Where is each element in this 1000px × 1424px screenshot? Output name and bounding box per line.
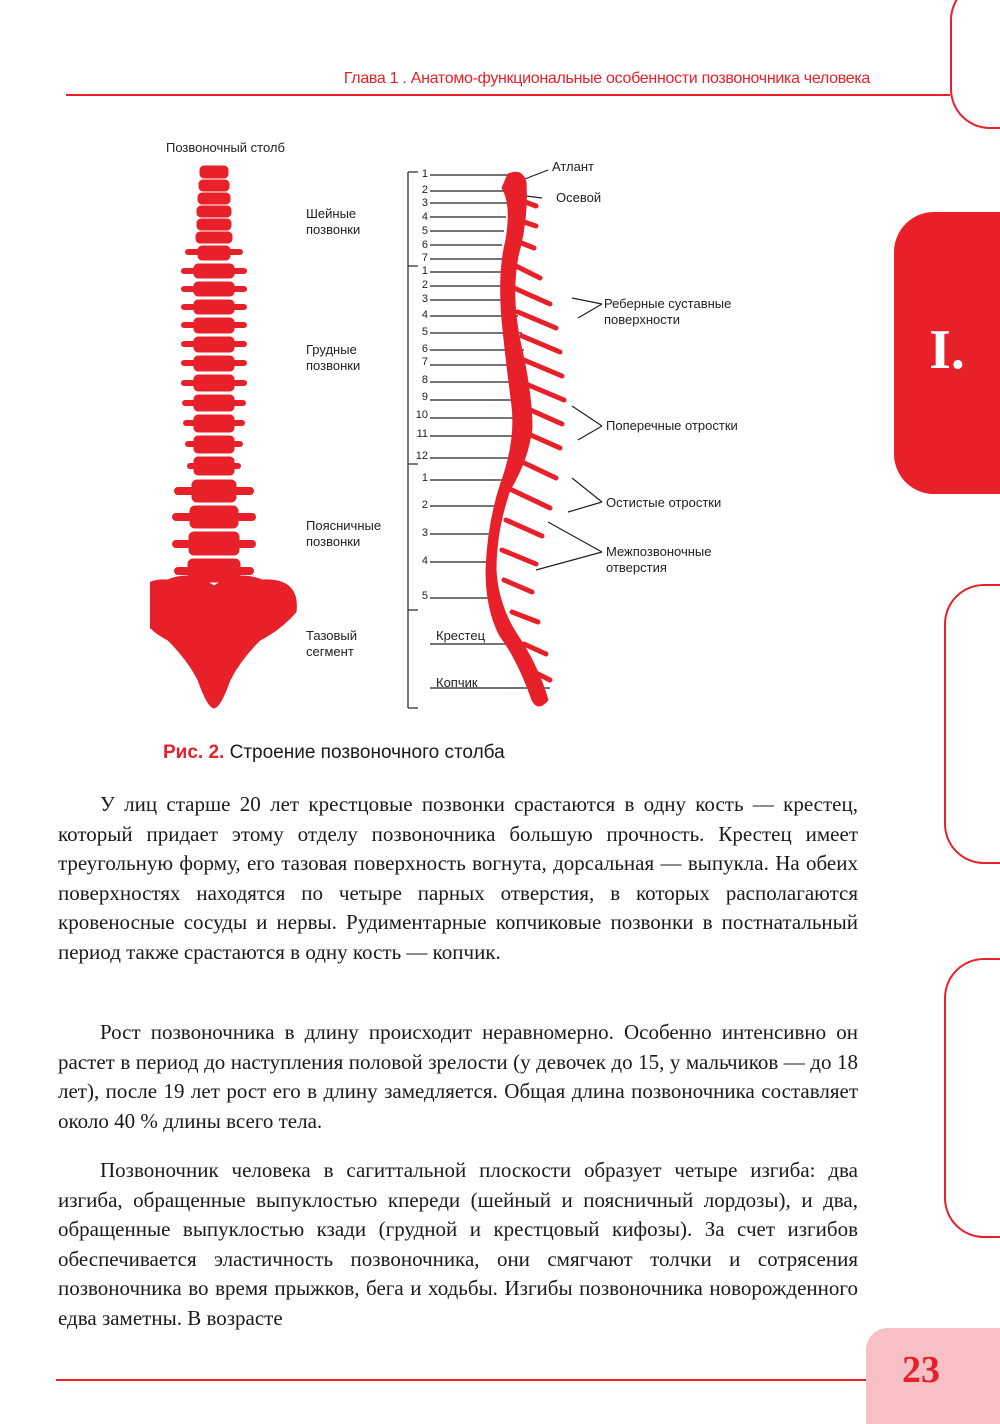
annotation-transverse: Поперечные отростки bbox=[606, 418, 738, 433]
sacrum-label: Крестец bbox=[436, 628, 486, 643]
region-label-lumbar: Поясничные позвонки bbox=[306, 518, 382, 549]
figure-left-title: Позвоночный столб bbox=[166, 140, 285, 155]
thoracic-number: 2 bbox=[421, 279, 428, 291]
thoracic-number: 1 bbox=[421, 265, 428, 277]
paragraph-2: Рост позвоночника в длину происходит неравномерно. Особенно интенсивно он растет в период до наступления половой зрелости (у девочек до 15, у мальчиков — до 18 лет), после 19 лет рост его в длину замедляется. Общая длина позвоночника составляет около 40 % длины всего тела. bbox=[58, 1020, 858, 1133]
region-label-pelvic: Тазовый сегмент bbox=[306, 628, 357, 659]
thoracic-number: 4 bbox=[421, 309, 428, 321]
chapter-tab-outline-2 bbox=[944, 584, 1000, 864]
cervical-number: 5 bbox=[421, 225, 428, 237]
header-rule bbox=[66, 94, 950, 96]
thoracic-number: 8 bbox=[421, 374, 428, 386]
thoracic-number: 6 bbox=[421, 343, 428, 355]
caption-text: Строение позвоночного столба bbox=[229, 742, 505, 763]
cervical-number: 6 bbox=[421, 239, 428, 251]
thoracic-number: 12 bbox=[415, 450, 428, 462]
chapter-header: Глава 1 . Анатомо-функциональные особенности позвоночника человека bbox=[343, 70, 870, 87]
paragraph-3: Позвоночник человека в сагиттальной плоскости образует четыре изгиба: два изгиба, обращенные выпуклостью кпереди (шейный и поясничный лордозы), и два, обращенные выпуклостью кзади (грудной и крестцовый кифозы). За счет изгибов обеспечивается эластичность позвоночника, они смягчают толчки и сотрясения позвоночника во время прыжков, бега и ходьбы. Изгибы позвоночника новорожденного едва заметны. В возрасте bbox=[58, 1158, 858, 1330]
cervical-number: 3 bbox=[421, 197, 428, 209]
paragraph-1: У лиц старше 20 лет крестцовые позвонки срастаются в одну кость — крестец, который придает этому отделу позвоночника большую прочность. Крестец имеет треугольную форму, его тазовая поверхность вогнута, дорсальная — выпукла. На обеих поверхностях находятся по четыре парных отверстия, в которых располагаются кровеносные сосуды и нервы. Рудиментарные копчиковые позвонки в постнатальный период также срастаются в одну кость — копчик. bbox=[58, 792, 858, 964]
cervical-number: 4 bbox=[421, 211, 428, 223]
cervical-number: 2 bbox=[421, 184, 428, 196]
chapter-tab-label: I. bbox=[929, 319, 965, 381]
annotation-rib-facets: Реберные суставные поверхности bbox=[604, 296, 732, 327]
annotation-axis: Осевой bbox=[556, 190, 602, 205]
thoracic-number: 3 bbox=[421, 293, 428, 305]
annotation-atlas: Атлант bbox=[552, 159, 595, 174]
coccyx-label: Копчик bbox=[436, 675, 478, 690]
cervical-number: 1 bbox=[421, 168, 428, 180]
lumbar-number: 1 bbox=[421, 472, 428, 484]
figure-caption bbox=[163, 742, 505, 764]
annotation-foramina: Межпозвоночные отверстия bbox=[606, 544, 712, 575]
lumbar-number: 3 bbox=[421, 527, 428, 539]
lumbar-number: 5 bbox=[421, 590, 428, 602]
region-label-thoracic: Грудные позвонки bbox=[306, 342, 361, 373]
chapter-tab-outline-3 bbox=[944, 958, 1000, 1238]
cervical-number: 7 bbox=[421, 252, 428, 264]
footer-rule bbox=[56, 1379, 866, 1381]
annotation-spinous: Остистые отростки bbox=[606, 495, 722, 510]
spine-front-illustration bbox=[150, 160, 320, 720]
chapter-tab-outline-1 bbox=[950, 0, 1000, 129]
region-label-cervical: Шейные позвонки bbox=[306, 206, 361, 237]
thoracic-number: 5 bbox=[421, 326, 428, 338]
thoracic-number: 7 bbox=[421, 356, 428, 368]
thoracic-number: 9 bbox=[421, 391, 428, 403]
caption-number: Рис. 2. bbox=[163, 742, 225, 763]
lumbar-number: 4 bbox=[421, 555, 428, 567]
page-number: 23 bbox=[902, 1349, 940, 1391]
thoracic-number: 10 bbox=[415, 409, 428, 421]
lumbar-number: 2 bbox=[421, 499, 428, 511]
thoracic-number: 11 bbox=[416, 428, 428, 440]
